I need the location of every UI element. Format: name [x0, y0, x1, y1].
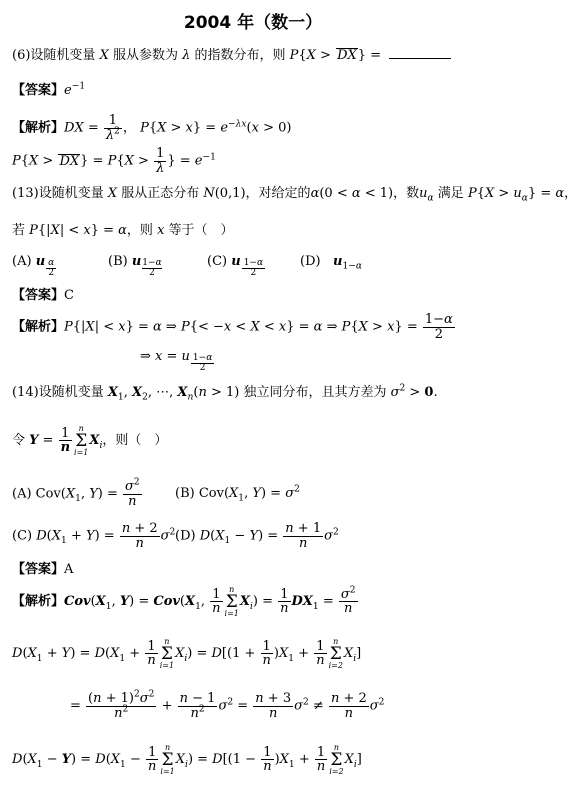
q13-option-c: (C) u $\frac{1-\alpha}{2}$ — [207, 254, 264, 278]
q14-question-1: (14)设随机变量 $X_1$, $X_2$, ⋯, $X_n(n > 1)$ 独立同分布，且其方差为 $\sigma^2 > 0$. — [12, 383, 438, 403]
q13-question-1: (13)设随机变量 X 服从正态分布 N(0,1)，对给定的α(0 < α < 1)，数$u_\alpha$ 满足 $P\{X > u_\alpha\} = \alpha$， — [12, 186, 577, 204]
q13-answer: 【答案】C — [12, 288, 74, 303]
answer-blank — [389, 58, 451, 59]
q13-option-b: (B) u $\frac{1-\alpha}{2}$ — [108, 254, 162, 278]
q6-question: (6)设随机变量 X 服从参数为 λ 的指数分布，则 P{X > DX} = — [12, 48, 451, 64]
q14-option-a: (A) $Cov(X_1$, Y) = $\frac{\sigma^2}{n}$ — [12, 477, 140, 509]
q6-answer: 【答案】$e^{-1}$ — [12, 81, 86, 98]
q6-analysis-1: 【解析】DX = $\frac{1}{\lambda^2}$ ， $P\{X > x\} = e^{-\lambda x}(x > 0)$ — [12, 113, 292, 143]
q14-question-2: 令 Y = $\frac{1}{n}$ n Σ i=1 $X_i$，则（ ） — [12, 424, 168, 457]
q13-option-d: (D) $u_{1-\alpha}$ — [300, 254, 362, 272]
q14-analysis-4: $D(X_1 - Y) = D(X_1$ − $\frac{1}{n}$ n Σ i=1 $X_i) = D[(1$ − $\frac{1}{n}$ )$X_1$ + $\frac{1}{n}$ n Σ i=2 $X_i$] — [12, 743, 362, 776]
q6-analysis-2: P{X > DX} = P{X > $\frac{1}{\lambda}$ } = $e^{-1}$ — [12, 146, 216, 176]
q14-option-d: (D) $D(X_1 - Y)$ = $\frac{n + 1}{n}$ $\sigma^2$ — [175, 521, 339, 551]
page-title: 2004 年（数一） — [183, 13, 323, 33]
q14-analysis-2: $D(X_1 + Y) = D(X_1$ + $\frac{1}{n}$ n Σ i=1 $X_i) = D[(1$ + $\frac{1}{n}$ )$X_1$ + $\frac{1}{n}$ n Σ i=2 $X_i$] — [12, 637, 362, 670]
q14-option-c: (C) $D(X_1 + Y)$ = $\frac{n + 2}{n}$ $\sigma^2$ — [12, 521, 176, 551]
q14-answer: 【答案】A — [12, 562, 74, 577]
q13-option-a: (A) u $\frac{\alpha}{2}$ — [12, 254, 55, 278]
q13-analysis-2: ⇒ x = u $\frac{1-\alpha}{2}$ — [140, 349, 213, 373]
q14-option-b: (B) $Cov(X_1$, $Y) = \sigma^2$ — [175, 484, 300, 504]
q14-analysis-3: = $\frac{(n + 1)^2\sigma^2}{n^2}$ + $\frac{n - 1}{n^2}$ $\sigma^2$ = $\frac{n + 3}{n}$ $\sigma^2$ ≠ $\frac{n + 2}{n}$ $\sigma^2$ — [70, 689, 385, 721]
q13-analysis-1: 【解析】P{|X| < x} = α ⇒ P{< −x < X < x} = α ⇒ P{X > x} = $\frac{1-\alpha}{2}$ — [12, 312, 453, 342]
q14-analysis-1: 【解析】$Cov(X_1$, $Y) = Cov(X_1$, $\frac{1}{n}$ n Σ i=1 $X_i$) = $\frac{1}{n}$ $DX_1$ = $\frac{\sigma^2}{n}$ — [12, 585, 356, 618]
q13-question-2: 若 P{|X| < x} = α，则 x 等于（ ） — [12, 223, 234, 238]
